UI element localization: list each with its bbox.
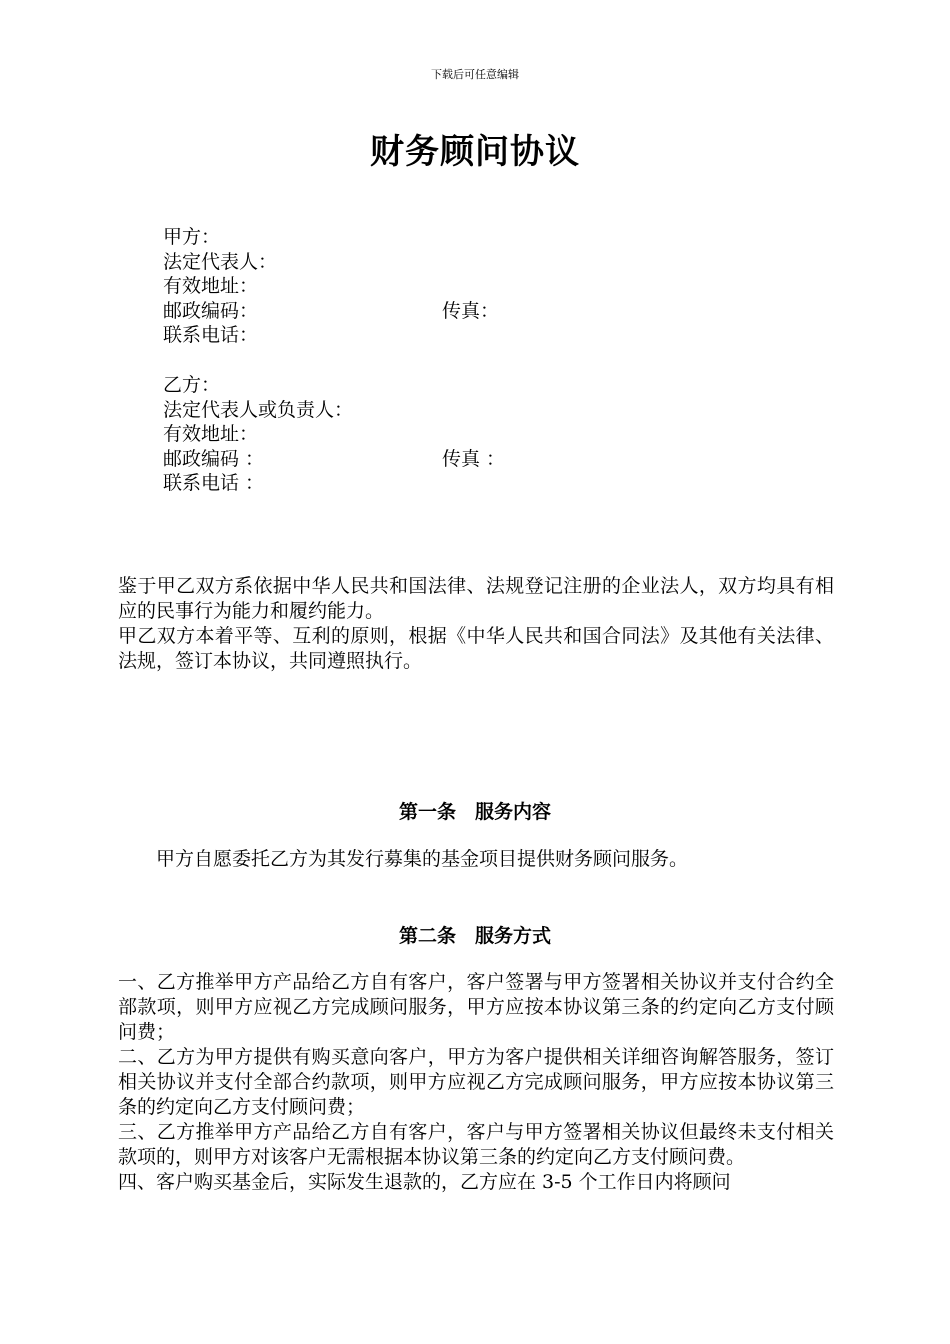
party-b-legal-rep: 法定代表人或负责人：: [163, 398, 354, 421]
party-b-postcode: 邮政编码 ：: [163, 447, 265, 470]
document-title: 财务顾问协议: [370, 132, 580, 172]
party-b-postcode-row: [163, 447, 506, 472]
party-a-postcode: 邮政编码：: [163, 299, 259, 322]
article2-heading: 第二条 服务方式: [398, 925, 551, 947]
article2-section: [118, 970, 834, 1195]
party-a-postcode-row: [163, 299, 500, 324]
party-a-address: 有效地址：: [163, 275, 259, 297]
party-a-fax: 传真：: [442, 299, 500, 322]
party-a-label: 甲方：: [163, 226, 221, 248]
article1-heading: 第一条 服务内容: [398, 801, 551, 823]
party-a-legal-rep: 法定代表人：: [163, 250, 278, 273]
party-a-phone: 联系电话：: [163, 324, 259, 346]
party-b-block: [163, 373, 506, 496]
article1-text: 甲方自愿委托乙方为其发行募集的基金项目提供财务顾问服务。: [156, 848, 689, 870]
article2-item: 二、乙方为甲方提供有购买意向客户，甲方为客户提供相关详细咨询解答服务，签订相关协议并支付全部合约款项，则甲方应视乙方完成顾问服务，甲方应按本协议第三条的约定向乙方支付顾问费；: [118, 1046, 834, 1118]
party-b-address: 有效地址：: [163, 423, 259, 445]
article2-item: 一、乙方推举甲方产品给乙方自有客户，客户签署与甲方签署相关协议并支付合约全部款项，则甲方应视乙方完成顾问服务，甲方应按本协议第三条的约定向乙方支付顾问费；: [118, 971, 834, 1043]
party-b-fax: 传真 ：: [442, 447, 506, 470]
intro-paragraph: 鉴于甲乙双方系依据中华人民共和国法律、法规登记注册的企业法人，双方均具有相应的民事行为能力和履约能力。: [118, 575, 834, 622]
intro-paragraph: 甲乙双方本着平等、互利的原则，根据《中华人民共和国合同法》及其他有关法律、法规，签订本协议，共同遵照执行。: [118, 625, 834, 672]
party-b-phone: 联系电话 ：: [163, 472, 265, 494]
intro-section: [118, 574, 834, 674]
party-a-block: [163, 225, 500, 348]
article2-item: 三、乙方推举甲方产品给乙方自有客户，客户与甲方签署相关协议但最终未支付相关款项的，则甲方对该客户无需根据本协议第三条的约定向乙方支付顾问费。: [118, 1121, 834, 1168]
page-header: 下载后可任意编辑: [431, 68, 519, 81]
article2-item: 四、客户购买基金后，实际发生退款的，乙方应在 3-5 个工作日内将顾问: [118, 1171, 731, 1193]
party-b-label: 乙方：: [163, 374, 221, 396]
